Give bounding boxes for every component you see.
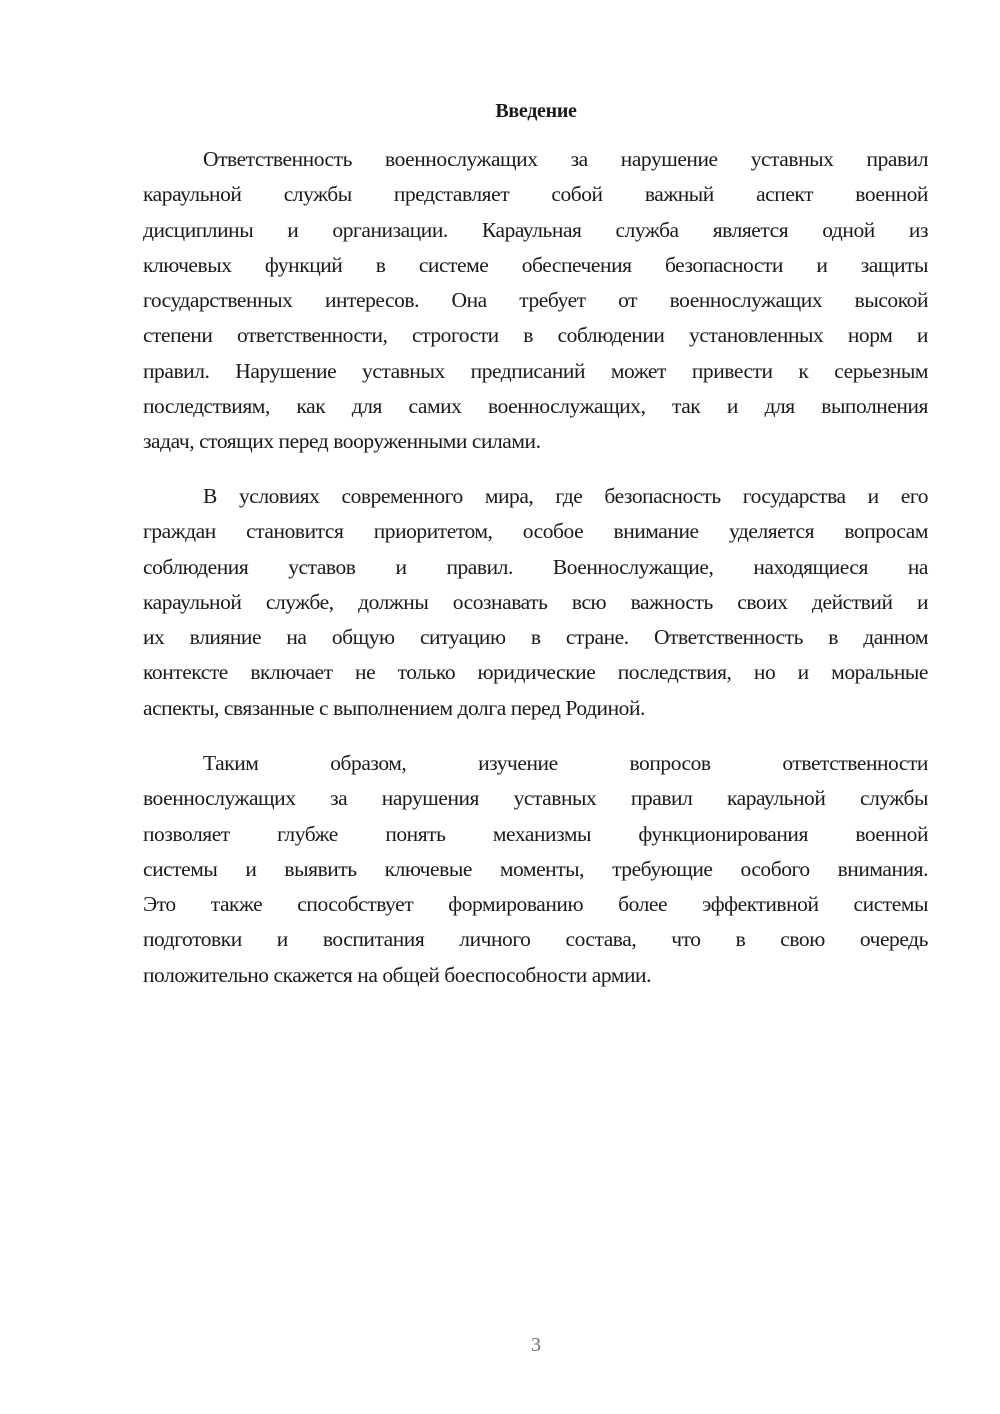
text-line: граждан становится приоритетом, особое внимание уделяется вопросам	[143, 519, 928, 544]
paragraph-1	[143, 142, 928, 460]
text-line: дисциплины и организации. Караульная служба является одной из	[143, 217, 928, 242]
text-line: военнослужащих за нарушения уставных правил караульной службы	[143, 786, 928, 811]
text-line: В условиях современного мира, где безопасность государства и его	[203, 484, 928, 508]
text-line: позволяет глубже понять механизмы функционирования военной	[143, 821, 928, 846]
text-line: правил. Нарушение уставных предписаний может привести к серьезным	[143, 358, 928, 383]
text-line: караульной службы представляет собой важный аспект военной	[143, 182, 928, 207]
text-line: Это также способствует формированию более эффективной системы	[143, 892, 928, 917]
text-line: подготовки и воспитания личного состава, что в свою очередь	[143, 927, 928, 952]
text-line: Таким образом, изучение вопросов ответственности	[203, 751, 928, 775]
text-line: их влияние на общую ситуацию в стране. Ответственность в данном	[143, 625, 928, 650]
text-line: положительно скажется на общей боеспособности армии.	[143, 962, 652, 987]
section-heading: Введение	[495, 100, 577, 122]
text-line: задач, стоящих перед вооруженными силами.	[143, 429, 541, 454]
text-line: государственных интересов. Она требует от военнослужащих высокой	[143, 288, 928, 313]
paragraph-3	[143, 746, 928, 993]
text-line: системы и выявить ключевые моменты, требующие особого внимания.	[143, 856, 928, 881]
text-line: Ответственность военнослужащих за нарушение уставных правил	[203, 147, 928, 171]
text-line: аспекты, связанные с выполнением долга перед Родиной.	[143, 695, 645, 720]
text-line: караульной службе, должны осознавать всю важность своих действий и	[143, 589, 928, 614]
text-line: степени ответственности, строгости в соблюдении установленных норм и	[143, 323, 928, 348]
page-number: 3	[531, 1334, 541, 1356]
text-line: ключевых функций в системе обеспечения безопасности и защиты	[143, 252, 928, 277]
text-line: соблюдения уставов и правил. Военнослужащие, находящиеся на	[143, 554, 928, 579]
paragraph-2	[143, 479, 928, 726]
text-line: контексте включает не только юридические последствия, но и моральные	[143, 660, 928, 685]
text-line: последствиям, как для самих военнослужащих, так и для выполнения	[143, 394, 928, 419]
